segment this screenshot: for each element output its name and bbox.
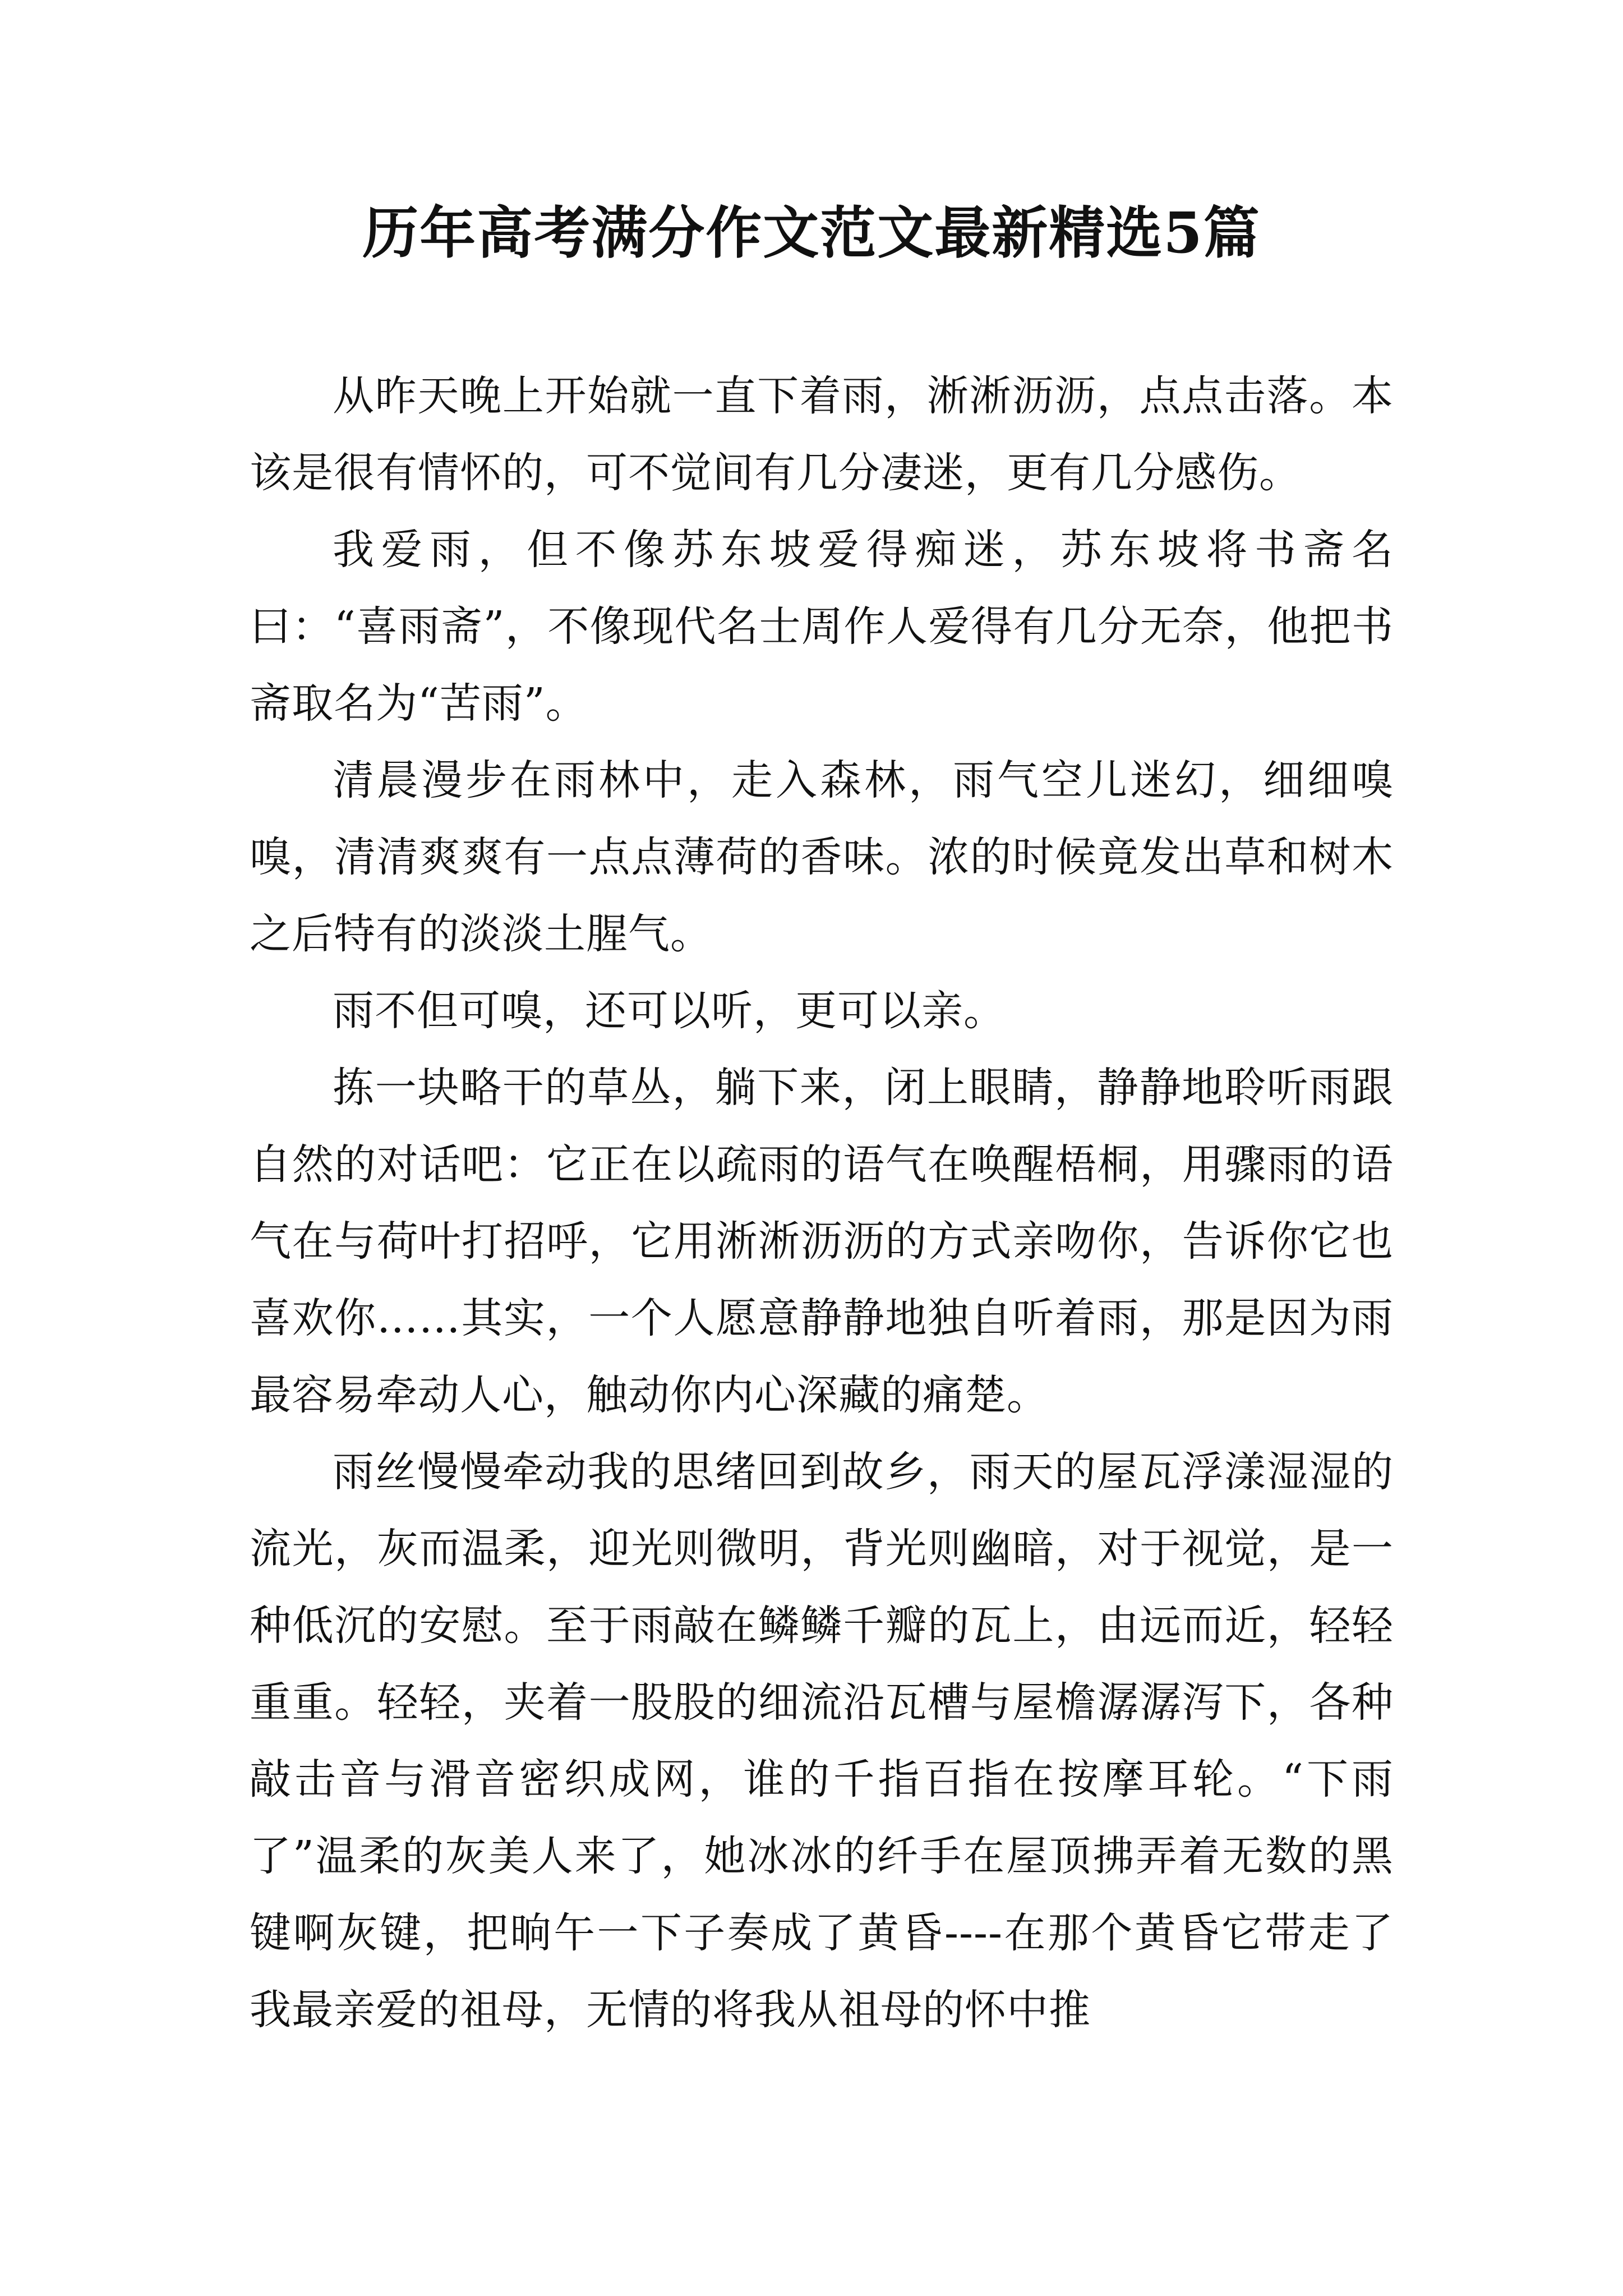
paragraph: 清晨漫步在雨林中，走入森林，雨气空儿迷幻，细细嗅嗅，清清爽爽有一点点薄荷的香味。浓的时候竟发出草和树木之后特有的淡淡土腥气。 [250,756,1394,958]
paragraph: 雨丝慢慢牵动我的思绪回到故乡，雨天的屋瓦浮漾湿湿的流光，灰而温柔，迎光则微明，背光则幽暗，对于视觉，是一种低沉的安慰。至于雨敲在鳞鳞千瓣的瓦上，由远而近，轻轻重重。轻轻，夹着一股股的细流沿瓦槽与屋檐潺潺泻下，各种敲击音与滑音密织成网，谁的千指百指在按摩耳轮。“下雨了”温柔的灰美人来了，她冰冰的纤手在屋顶拂弄着无数的黑键啊灰键，把晌午一下子奏成了黄昏----在那个黄昏它带走了我最亲爱的祖母，无情的将我从祖母的怀中推 [250,1448,1394,2034]
document-body [250,358,1394,2049]
paragraph: 我爱雨，但不像苏东坡爱得痴迷，苏东坡将书斋名曰：“喜雨斋”，不像现代名士周作人爱得有几分无奈，他把书斋取名为“苦雨”。 [250,526,1394,728]
document-title: 历年高考满分作文范文最新精选5篇 [362,200,1261,266]
paragraph: 雨不但可嗅，还可以听，更可以亲。 [333,987,1006,1035]
paragraph: 从昨天晚上开始就一直下着雨，淅淅沥沥，点点击落。本该是很有情怀的，可不觉间有几分凄迷，更有几分感伤。 [250,372,1394,497]
paragraph: 拣一块略干的草丛，躺下来，闭上眼睛，静静地聆听雨跟自然的对话吧：它正在以疏雨的语气在唤醒梧桐，用骤雨的语气在与荷叶打招呼，它用淅淅沥沥的方式亲吻你，告诉你它也喜欢你……其实，一个人愿意静静地独自听着雨，那是因为雨最容易牵动人心，触动你内心深藏的痛楚。 [250,1064,1394,1419]
